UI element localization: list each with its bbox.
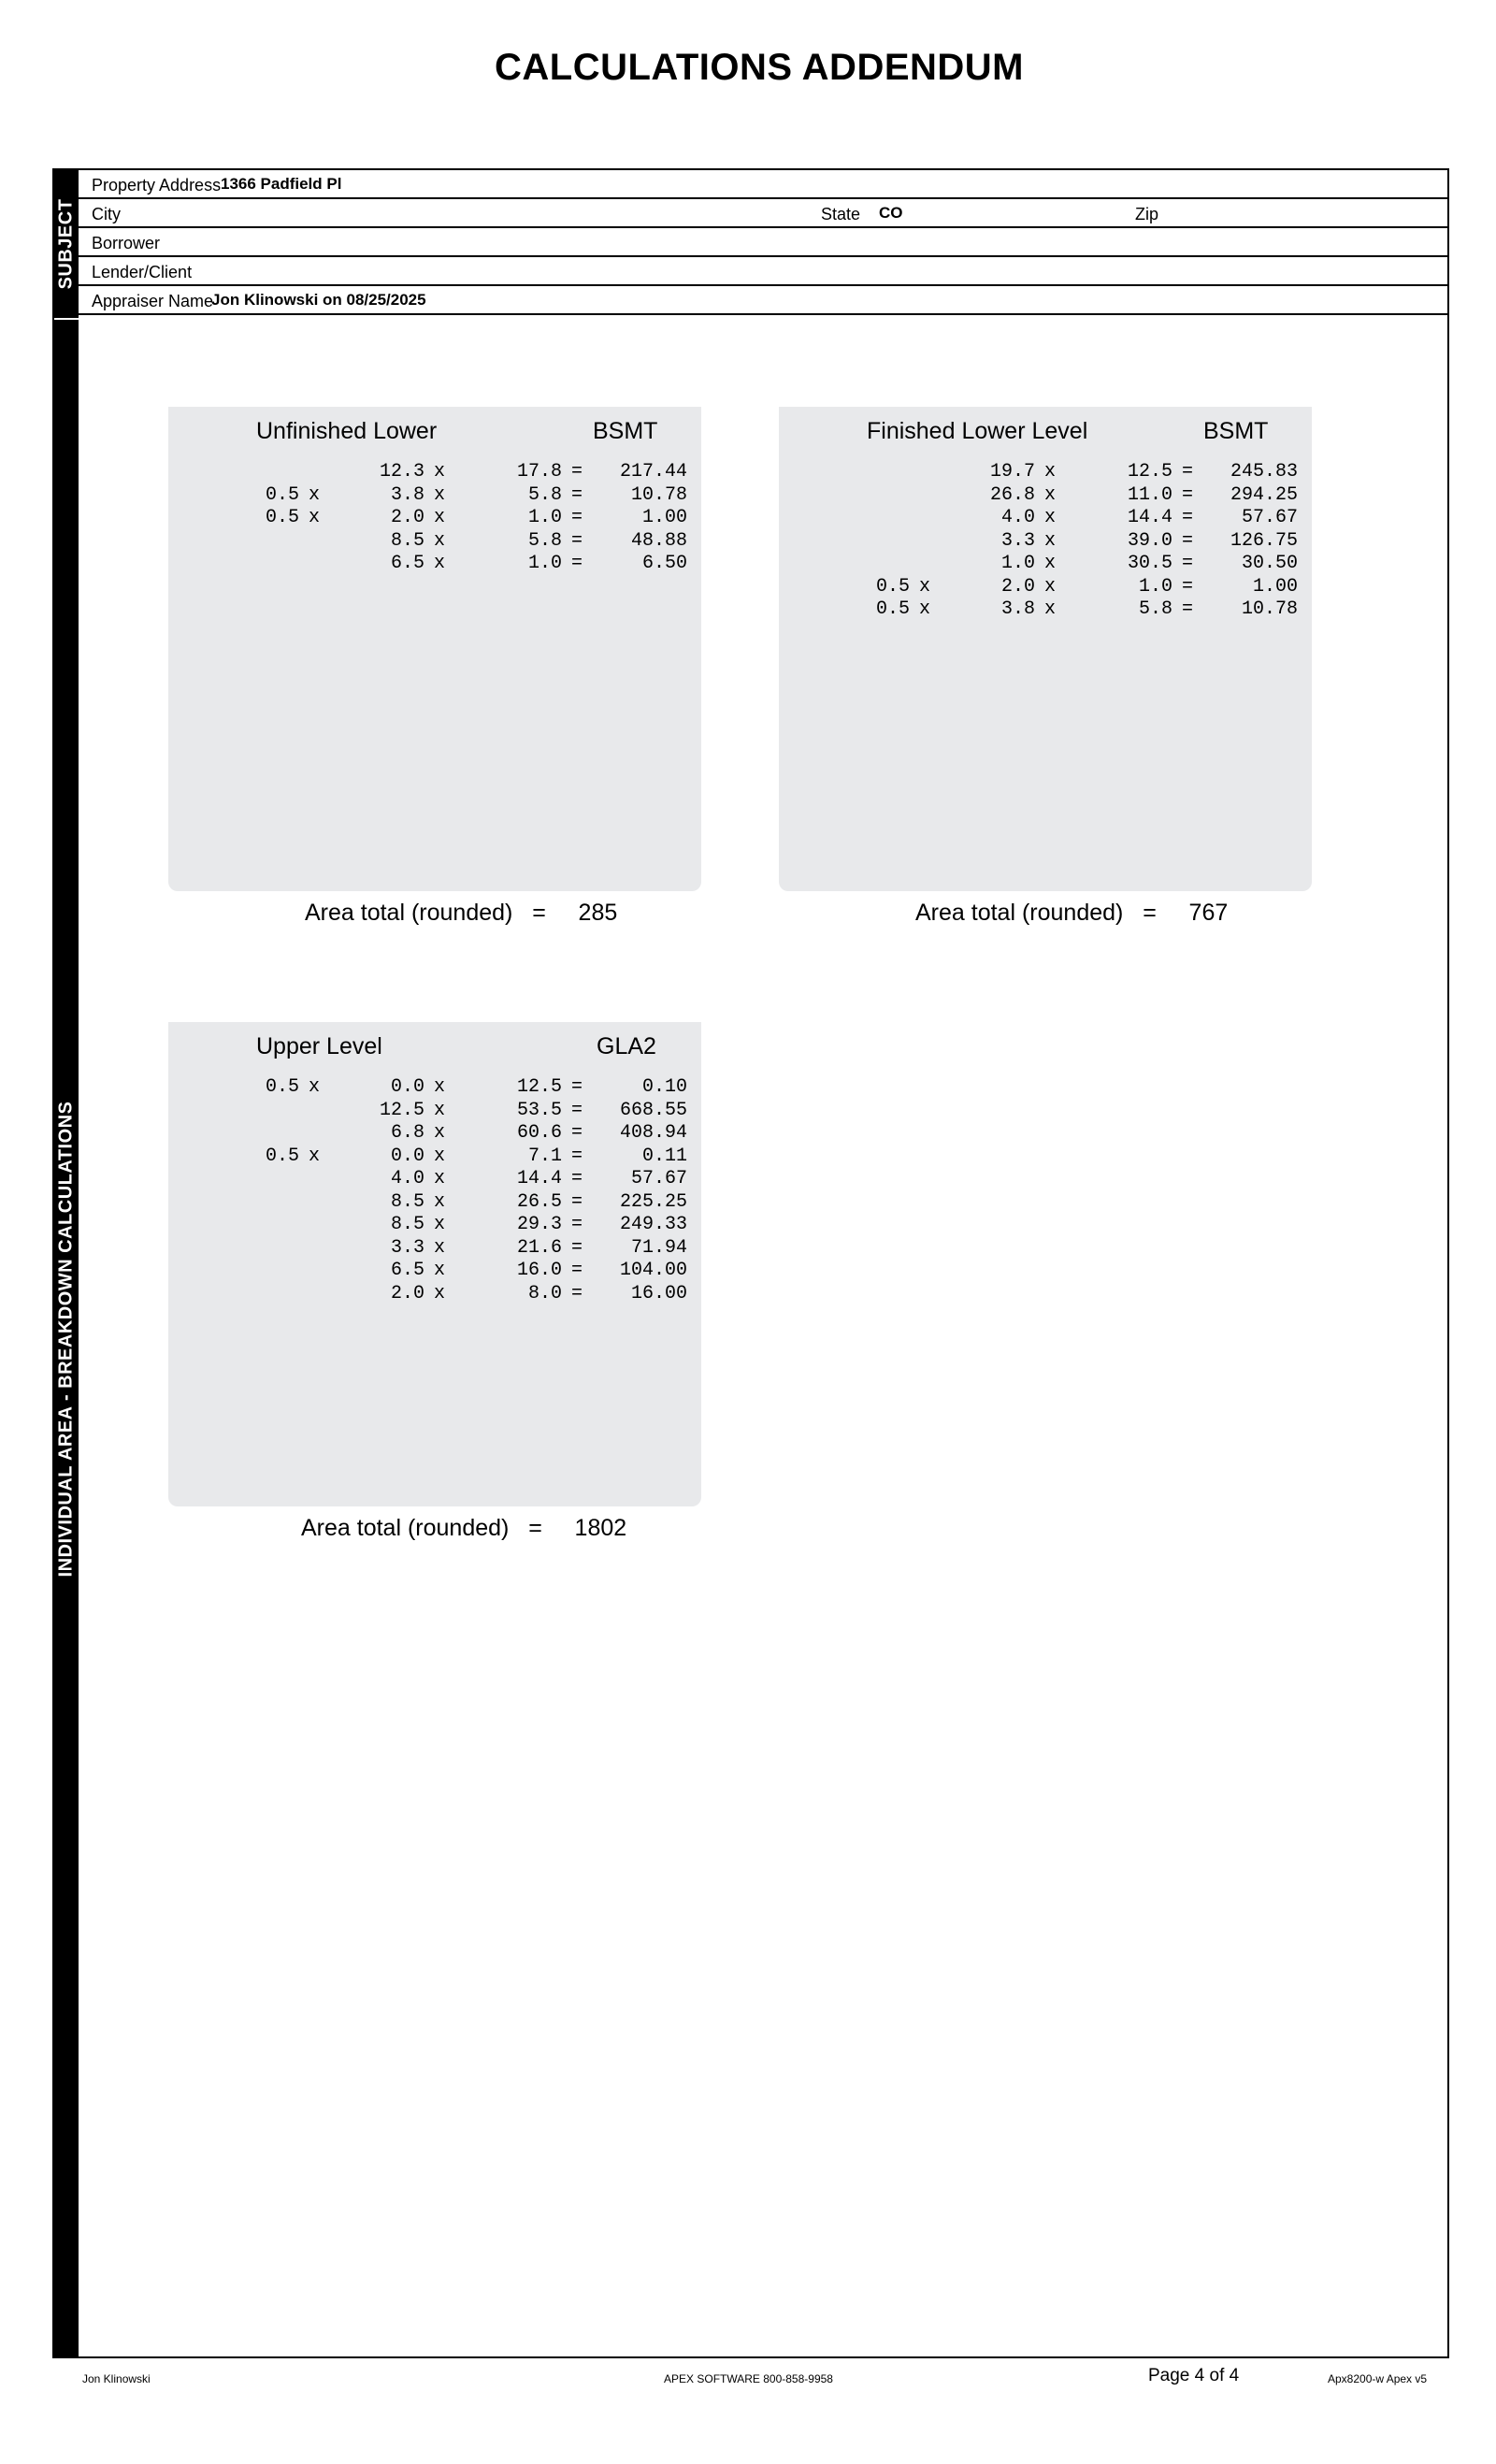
multiplier bbox=[868, 553, 910, 576]
times-sign bbox=[299, 1168, 329, 1191]
area-total-label: Area total (rounded) bbox=[915, 900, 1124, 926]
times-sign: x bbox=[433, 553, 445, 574]
times-sign: x bbox=[433, 1076, 445, 1098]
dimension-a: 8.5 bbox=[390, 1214, 424, 1235]
times-sign: x bbox=[1043, 598, 1056, 620]
calculation-line bbox=[257, 1237, 687, 1261]
subject-band bbox=[54, 170, 79, 318]
calculation-line bbox=[257, 461, 687, 484]
equals-sign: = bbox=[570, 1099, 583, 1121]
dimension-a: 26.8 bbox=[989, 483, 1035, 506]
line-result: 225.25 bbox=[619, 1190, 687, 1213]
dimension-b: 7.1 bbox=[527, 1145, 562, 1167]
equals-sign: = bbox=[570, 1190, 583, 1213]
borrower-label: Borrower bbox=[92, 234, 161, 252]
dimension-b: 11.0 bbox=[1127, 483, 1172, 506]
dimension-b: 1.0 bbox=[527, 553, 562, 574]
city-label: City bbox=[92, 205, 121, 223]
footer-appraiser: Jon Klinowski bbox=[82, 2372, 151, 2385]
dimension-b: 5.8 bbox=[1138, 598, 1172, 620]
calculation-line bbox=[257, 553, 687, 576]
calculation-line bbox=[257, 1260, 687, 1283]
times-sign: x bbox=[1043, 575, 1056, 598]
area-total-equals: = bbox=[532, 900, 546, 926]
area-calculation-lines bbox=[257, 461, 687, 576]
times-sign: x bbox=[1043, 553, 1056, 574]
calculation-line bbox=[257, 1214, 687, 1237]
equals-sign: = bbox=[1181, 483, 1193, 506]
dimension-b: 17.8 bbox=[516, 461, 562, 483]
dimension-a: 3.8 bbox=[390, 483, 424, 506]
dimension-a: 3.8 bbox=[1000, 598, 1035, 620]
calculation-line bbox=[257, 484, 687, 508]
lender-label: Lender/Client bbox=[92, 263, 193, 281]
line-result: 57.67 bbox=[630, 1168, 687, 1189]
line-result: 668.55 bbox=[619, 1099, 687, 1121]
area-box-upper-level bbox=[168, 1022, 701, 1506]
times-sign: x bbox=[308, 507, 320, 528]
dimension-a: 3.3 bbox=[1000, 529, 1035, 552]
dimension-b: 5.8 bbox=[527, 529, 562, 552]
multiplier bbox=[257, 1283, 299, 1306]
equals-sign: = bbox=[1181, 529, 1193, 552]
equals-sign: = bbox=[570, 529, 583, 552]
state-label: State bbox=[821, 205, 861, 223]
times-sign bbox=[299, 1122, 329, 1146]
equals-sign: = bbox=[570, 1076, 583, 1098]
dimension-a: 1.0 bbox=[1000, 553, 1035, 574]
area-total-label: Area total (rounded) bbox=[301, 1515, 510, 1541]
zip-label: Zip bbox=[1135, 205, 1159, 223]
multiplier: 0.5 bbox=[265, 507, 299, 528]
multiplier bbox=[257, 461, 299, 484]
line-result: 6.50 bbox=[641, 553, 687, 574]
multiplier bbox=[868, 507, 910, 530]
multiplier: 0.5 bbox=[265, 1076, 299, 1098]
area-code: BSMT bbox=[1203, 418, 1269, 444]
calculation-line bbox=[257, 1076, 687, 1100]
dimension-a: 0.0 bbox=[390, 1076, 424, 1098]
times-sign: x bbox=[433, 1236, 445, 1259]
times-sign bbox=[910, 484, 940, 508]
area-total-finished-lower-level bbox=[915, 900, 1228, 927]
times-sign: x bbox=[433, 483, 445, 506]
line-result: 16.00 bbox=[630, 1282, 687, 1304]
line-result: 0.10 bbox=[641, 1076, 687, 1098]
area-total-upper-level bbox=[301, 1515, 626, 1542]
equals-sign: = bbox=[1181, 553, 1193, 574]
dimension-a: 12.3 bbox=[379, 461, 424, 483]
city-row bbox=[79, 199, 1447, 228]
multiplier bbox=[868, 461, 910, 484]
dimension-b: 8.0 bbox=[527, 1282, 562, 1304]
equals-sign: = bbox=[1181, 461, 1193, 483]
times-sign bbox=[299, 461, 329, 484]
line-result: 30.50 bbox=[1241, 553, 1298, 574]
property-address-label: Property Address bbox=[92, 176, 222, 195]
times-sign: x bbox=[433, 507, 445, 528]
dimension-a: 8.5 bbox=[390, 529, 424, 552]
area-name: Finished Lower Level bbox=[867, 418, 1088, 444]
area-total-value: 767 bbox=[1188, 900, 1229, 926]
times-sign bbox=[299, 1191, 329, 1215]
equals-sign: = bbox=[570, 1214, 583, 1235]
line-result: 10.78 bbox=[630, 483, 687, 506]
times-sign bbox=[299, 1260, 329, 1283]
dimension-b: 12.5 bbox=[516, 1076, 562, 1098]
dimension-b: 29.3 bbox=[516, 1214, 562, 1235]
equals-sign: = bbox=[570, 1236, 583, 1259]
dimension-a: 4.0 bbox=[1000, 507, 1035, 528]
dimension-b: 26.5 bbox=[516, 1190, 562, 1213]
dimension-a: 2.0 bbox=[1000, 575, 1035, 598]
lender-row bbox=[79, 257, 1447, 286]
times-sign: x bbox=[433, 461, 445, 483]
dimension-a: 0.0 bbox=[390, 1145, 424, 1167]
area-code: BSMT bbox=[593, 418, 658, 444]
calculation-line bbox=[868, 576, 1298, 599]
area-box-finished-lower-level bbox=[779, 407, 1312, 891]
appraiser-row bbox=[79, 286, 1447, 315]
dimension-b: 16.0 bbox=[516, 1260, 562, 1281]
times-sign: x bbox=[433, 529, 445, 552]
dimension-a: 2.0 bbox=[390, 507, 424, 528]
line-result: 249.33 bbox=[619, 1214, 687, 1235]
dimension-a: 2.0 bbox=[390, 1282, 424, 1304]
dimension-b: 1.0 bbox=[527, 507, 562, 528]
times-sign bbox=[299, 1283, 329, 1306]
calculation-line bbox=[868, 598, 1298, 622]
multiplier bbox=[868, 530, 910, 554]
times-sign: x bbox=[308, 1145, 320, 1167]
calculation-line bbox=[257, 1146, 687, 1169]
times-sign bbox=[299, 530, 329, 554]
multiplier: 0.5 bbox=[265, 483, 299, 506]
dimension-a: 8.5 bbox=[390, 1190, 424, 1213]
line-result: 245.83 bbox=[1230, 461, 1298, 483]
times-sign: x bbox=[1043, 529, 1056, 552]
times-sign: x bbox=[308, 1076, 320, 1098]
calculation-line bbox=[257, 1122, 687, 1146]
equals-sign: = bbox=[570, 483, 583, 506]
footer-software: APEX SOFTWARE 800-858-9958 bbox=[664, 2372, 833, 2385]
calculation-line bbox=[257, 1100, 687, 1123]
times-sign: x bbox=[918, 598, 930, 620]
multiplier bbox=[257, 1237, 299, 1261]
dimension-b: 53.5 bbox=[516, 1099, 562, 1121]
calculation-line bbox=[257, 1168, 687, 1191]
times-sign bbox=[910, 553, 940, 576]
line-result: 126.75 bbox=[1230, 529, 1298, 552]
area-calculation-lines bbox=[868, 461, 1298, 622]
times-sign bbox=[299, 1100, 329, 1123]
times-sign bbox=[910, 530, 940, 554]
times-sign: x bbox=[433, 1122, 445, 1144]
area-box-unfinished-lower bbox=[168, 407, 701, 891]
dimension-a: 12.5 bbox=[379, 1099, 424, 1121]
area-total-unfinished-lower bbox=[305, 900, 617, 927]
dimension-b: 5.8 bbox=[527, 483, 562, 506]
calculation-line bbox=[257, 1191, 687, 1215]
dimension-b: 60.6 bbox=[516, 1122, 562, 1144]
multiplier: 0.5 bbox=[265, 1145, 299, 1167]
line-result: 0.11 bbox=[641, 1145, 687, 1167]
area-name: Upper Level bbox=[256, 1033, 382, 1059]
multiplier bbox=[868, 484, 910, 508]
equals-sign: = bbox=[570, 1145, 583, 1167]
appraiser-label: Appraiser Name bbox=[92, 292, 214, 310]
footer-form-id: Apx8200-w Apex v5 bbox=[1328, 2372, 1428, 2385]
page-title: CALCULATIONS ADDENDUM bbox=[494, 47, 1024, 88]
appraiser-value: Jon Klinowski on 08/25/2025 bbox=[211, 291, 426, 309]
multiplier: 0.5 bbox=[875, 575, 910, 598]
borrower-row bbox=[79, 228, 1447, 257]
dimension-b: 1.0 bbox=[1138, 575, 1172, 598]
area-total-label: Area total (rounded) bbox=[305, 900, 513, 926]
equals-sign: = bbox=[570, 507, 583, 528]
calculations-band bbox=[54, 320, 79, 2358]
calculation-line bbox=[868, 507, 1298, 530]
multiplier bbox=[257, 1122, 299, 1146]
times-sign bbox=[910, 461, 940, 484]
line-result: 294.25 bbox=[1230, 483, 1298, 506]
calculation-line bbox=[257, 1283, 687, 1306]
line-result: 104.00 bbox=[619, 1260, 687, 1281]
times-sign: x bbox=[433, 1282, 445, 1304]
dimension-b: 30.5 bbox=[1127, 553, 1172, 574]
equals-sign: = bbox=[1181, 598, 1193, 620]
equals-sign: = bbox=[570, 461, 583, 483]
dimension-a: 19.7 bbox=[989, 461, 1035, 483]
multiplier bbox=[257, 553, 299, 576]
subject-band-label: SUBJECT bbox=[55, 198, 77, 290]
dimension-a: 3.3 bbox=[390, 1236, 424, 1259]
dimension-a: 6.5 bbox=[390, 553, 424, 574]
dimension-a: 4.0 bbox=[390, 1168, 424, 1189]
times-sign: x bbox=[918, 575, 930, 598]
equals-sign: = bbox=[570, 1260, 583, 1281]
dimension-b: 14.4 bbox=[516, 1168, 562, 1189]
times-sign: x bbox=[433, 1168, 445, 1189]
calculation-line bbox=[868, 461, 1298, 484]
calculation-line bbox=[868, 530, 1298, 554]
equals-sign: = bbox=[570, 1282, 583, 1304]
times-sign bbox=[910, 507, 940, 530]
multiplier bbox=[257, 1191, 299, 1215]
multiplier bbox=[257, 1260, 299, 1283]
times-sign: x bbox=[433, 1190, 445, 1213]
area-total-value: 1802 bbox=[574, 1515, 627, 1541]
times-sign: x bbox=[433, 1214, 445, 1235]
property-address-value: 1366 Padfield Pl bbox=[221, 175, 342, 193]
times-sign bbox=[299, 553, 329, 576]
dimension-b: 21.6 bbox=[516, 1236, 562, 1259]
times-sign: x bbox=[433, 1260, 445, 1281]
equals-sign: = bbox=[570, 553, 583, 574]
equals-sign: = bbox=[570, 1168, 583, 1189]
calculation-line bbox=[257, 507, 687, 530]
line-result: 1.00 bbox=[1252, 575, 1298, 598]
multiplier bbox=[257, 1100, 299, 1123]
multiplier bbox=[257, 1168, 299, 1191]
dimension-b: 14.4 bbox=[1127, 507, 1172, 528]
equals-sign: = bbox=[1181, 575, 1193, 598]
calculation-line bbox=[868, 553, 1298, 576]
times-sign: x bbox=[433, 1145, 445, 1167]
line-result: 57.67 bbox=[1241, 507, 1298, 528]
times-sign bbox=[299, 1237, 329, 1261]
line-result: 71.94 bbox=[630, 1236, 687, 1259]
multiplier bbox=[257, 530, 299, 554]
dimension-a: 6.5 bbox=[390, 1260, 424, 1281]
times-sign: x bbox=[308, 483, 320, 506]
property-address-row bbox=[79, 170, 1447, 199]
times-sign: x bbox=[433, 1099, 445, 1121]
times-sign bbox=[299, 1214, 329, 1237]
line-result: 48.88 bbox=[630, 529, 687, 552]
page-number: Page 4 of 4 bbox=[1148, 2366, 1240, 2385]
line-result: 10.78 bbox=[1241, 598, 1298, 620]
dimension-b: 12.5 bbox=[1127, 461, 1172, 483]
equals-sign: = bbox=[1181, 507, 1193, 528]
line-result: 217.44 bbox=[619, 461, 687, 483]
times-sign: x bbox=[1043, 507, 1056, 528]
multiplier: 0.5 bbox=[875, 598, 910, 620]
calculation-line bbox=[257, 530, 687, 554]
line-result: 1.00 bbox=[641, 507, 687, 528]
multiplier bbox=[257, 1214, 299, 1237]
area-name: Unfinished Lower bbox=[256, 418, 438, 444]
area-total-equals: = bbox=[1143, 900, 1157, 926]
area-calculation-lines bbox=[257, 1076, 687, 1305]
state-value: CO bbox=[879, 204, 903, 222]
area-total-equals: = bbox=[528, 1515, 542, 1541]
area-code: GLA2 bbox=[597, 1033, 656, 1059]
times-sign: x bbox=[1043, 483, 1056, 506]
times-sign: x bbox=[1043, 461, 1056, 483]
line-result: 408.94 bbox=[619, 1122, 687, 1144]
calculation-line bbox=[868, 484, 1298, 508]
area-total-value: 285 bbox=[578, 900, 618, 926]
dimension-b: 39.0 bbox=[1127, 529, 1172, 552]
calculations-band-label: INDIVIDUAL AREA - BREAKDOWN CALCULATIONS bbox=[55, 1101, 77, 1578]
equals-sign: = bbox=[570, 1122, 583, 1144]
dimension-a: 6.8 bbox=[390, 1122, 424, 1144]
